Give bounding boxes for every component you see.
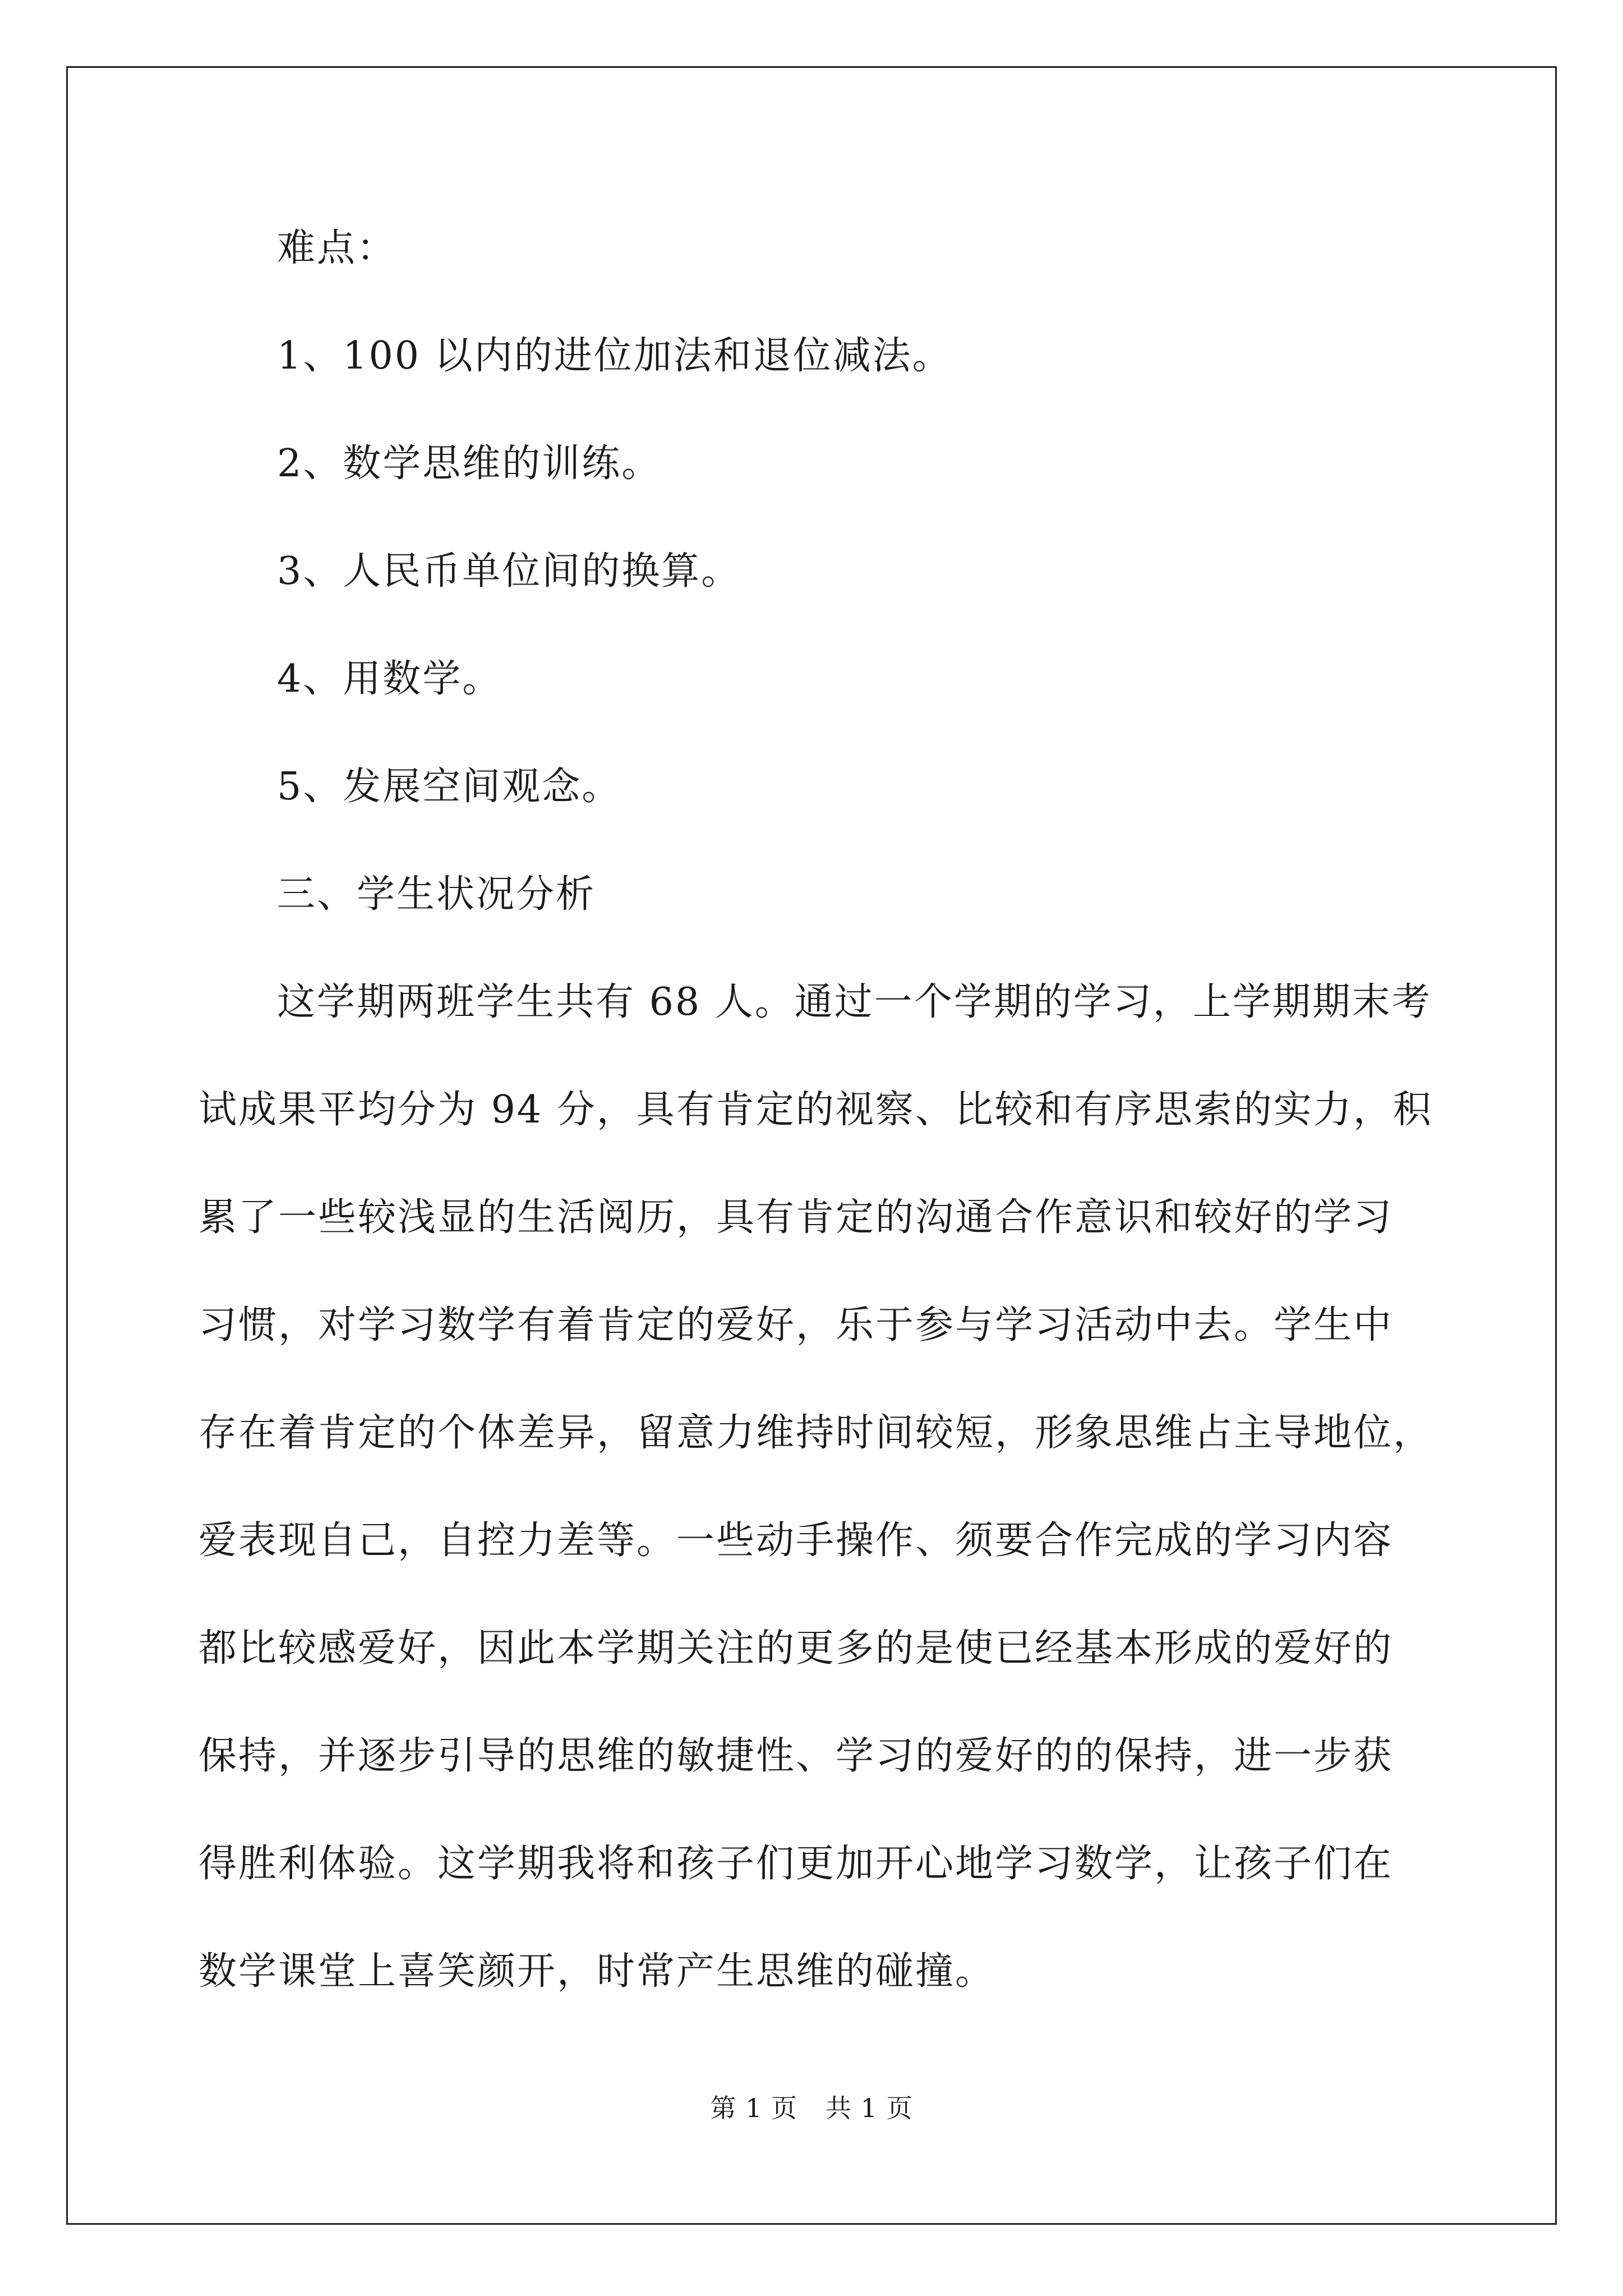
page-footer [0, 2091, 1623, 2125]
paragraph-line: 得胜利体验。这学期我将和孩子们更加开心地学习数学，让孩子们在 [199, 1842, 1394, 1886]
paragraph-line: 习惯，对学习数学有着肯定的爱好，乐于参与学习活动中去。学生中 [199, 1303, 1394, 1347]
paragraph-line: 累了一些较浅显的生活阅历，具有肯定的沟通合作意识和较好的学习 [199, 1195, 1394, 1240]
document-body [199, 222, 1433, 1999]
list-item: 1、100 以内的进位加法和退位减法。 [277, 334, 952, 378]
paragraph-line: 这学期两班学生共有 68 人。通过一个学期的学习，上学期期末考 [277, 980, 1432, 1024]
list-item: 5、发展空间观念。 [277, 765, 622, 809]
page-number-current: 第 1 页 [710, 2093, 797, 2123]
paragraph-line: 保持，并逐步引导的思维的敏捷性、学习的爱好的的保持，进一步获 [199, 1734, 1394, 1778]
list-item: 3、人民币单位间的换算。 [277, 549, 741, 593]
page-number-total: 共 1 页 [826, 2093, 913, 2123]
paragraph-line: 数学课堂上喜笑颜开，时常产生思维的碰撞。 [199, 1949, 995, 1994]
list-item: 2、数学思维的训练。 [277, 441, 662, 486]
paragraph-line: 存在着肯定的个体差异，留意力维持时间较短，形象思维占主导地位， [199, 1411, 1433, 1455]
paragraph-line: 爱表现自己，自控力差等。一些动手操作、须要合作完成的学习内容 [199, 1519, 1394, 1563]
section-heading-student-analysis: 三、学生状况分析 [277, 872, 596, 917]
paragraph-line: 都比较感爱好，因此本学期关注的更多的是使已经基本形成的爱好的 [199, 1626, 1394, 1671]
list-item: 4、用数学。 [277, 657, 502, 701]
paragraph-line: 试成果平均分为 94 分，具有肯定的视察、比较和有序思索的实力，积 [199, 1088, 1433, 1132]
heading-difficulties: 难点： [277, 226, 397, 270]
